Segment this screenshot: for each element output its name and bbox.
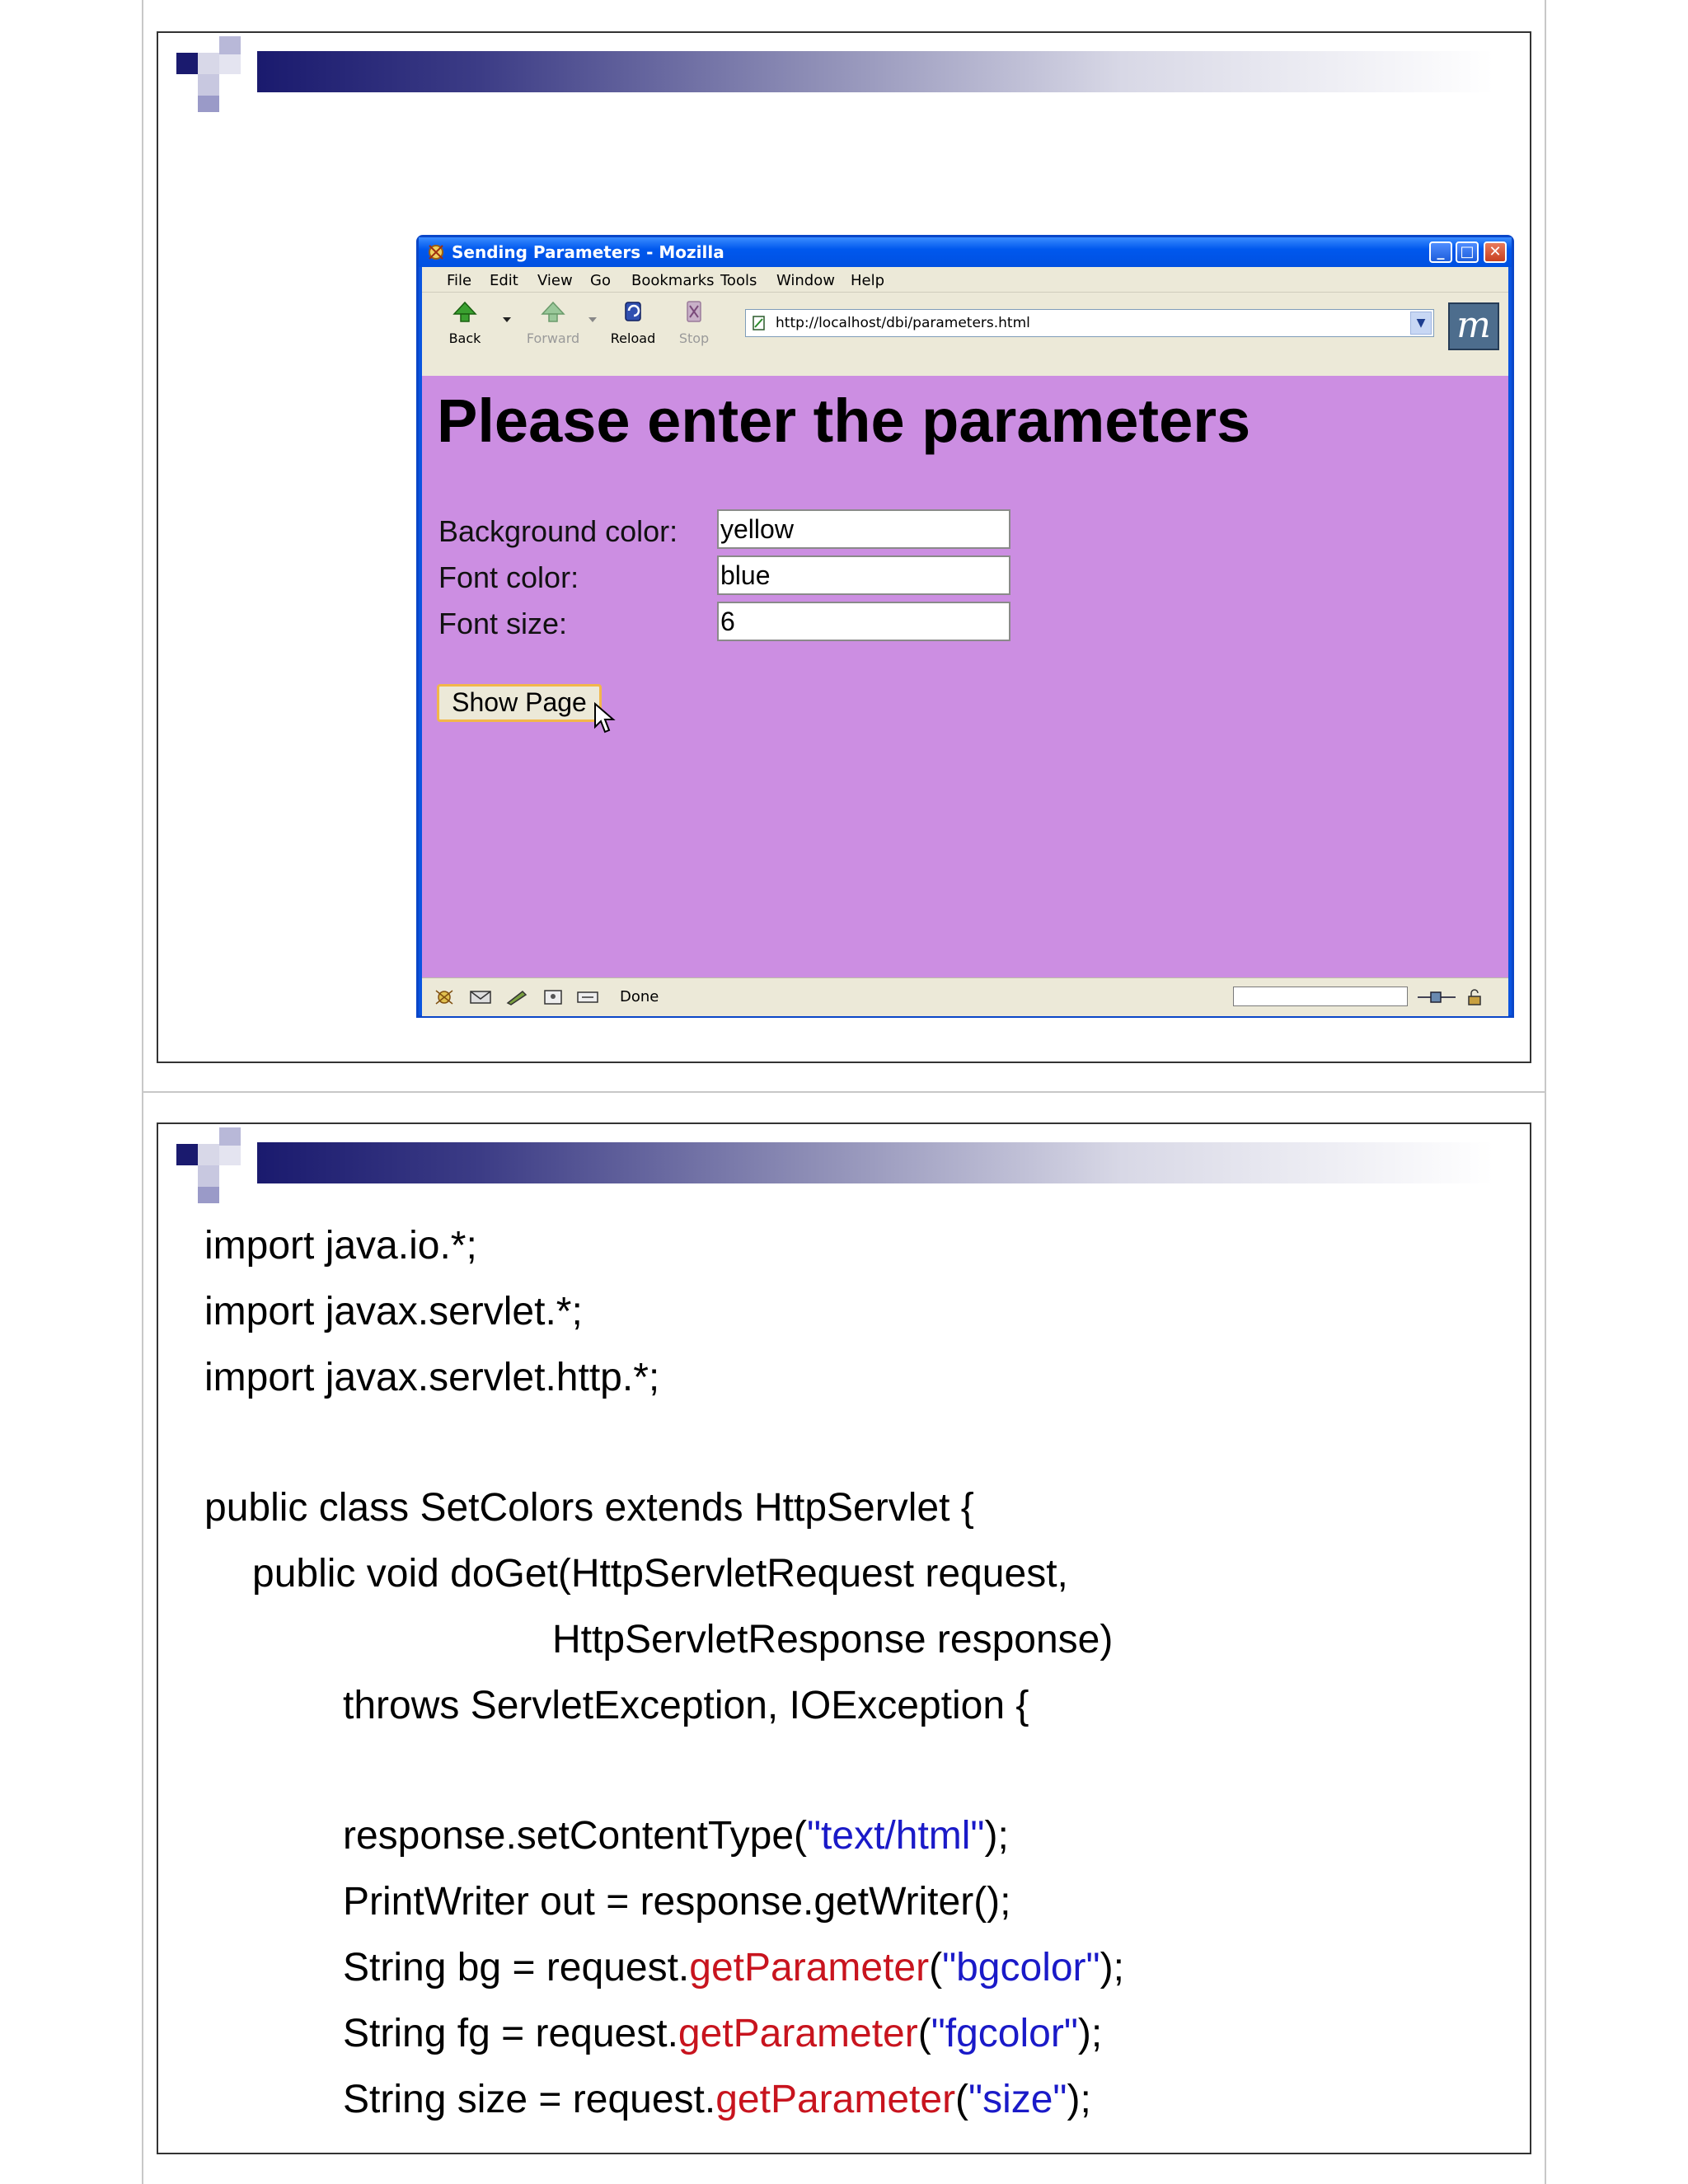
- back-button[interactable]: Back: [440, 299, 490, 346]
- title-bar: [419, 237, 1512, 267]
- menu-bar: [422, 267, 1508, 292]
- stop-button[interactable]: Stop: [669, 299, 719, 346]
- navigator-icon[interactable]: [432, 988, 457, 1006]
- composer-icon[interactable]: [504, 988, 529, 1006]
- url-bar[interactable]: [745, 309, 1434, 337]
- url-dropdown-icon[interactable]: ▼: [1410, 312, 1432, 335]
- menu-file[interactable]: File: [447, 272, 472, 289]
- forward-button[interactable]: Forward: [524, 299, 582, 346]
- code-line: String size = request.getParameter("size");: [343, 2078, 1091, 2121]
- url-text: http://localhost/dbi/parameters.html: [776, 315, 1030, 331]
- mail-icon[interactable]: [468, 988, 493, 1006]
- fgcolor-label: Font color:: [438, 560, 579, 594]
- mozilla-logo-icon: m: [1448, 302, 1499, 350]
- code-line: throws ServletException, IOException {: [343, 1684, 1029, 1727]
- slide-header-decoration: [158, 33, 1530, 124]
- code-line: String fg = request.getParameter("fgcolor");: [343, 2012, 1103, 2055]
- code-line: PrintWriter out = response.getWriter();: [343, 1880, 1011, 1924]
- address-book-icon[interactable]: [541, 988, 565, 1006]
- mozilla-icon: [427, 243, 445, 261]
- menu-view[interactable]: View: [537, 272, 573, 289]
- page-icon: [751, 315, 767, 331]
- show-page-button[interactable]: Show Page: [437, 684, 602, 722]
- forward-arrow-icon: [539, 299, 567, 324]
- fontsize-label: Font size:: [438, 607, 568, 640]
- code-line: import java.io.*;: [204, 1224, 477, 1268]
- close-button[interactable]: ✕: [1484, 241, 1507, 263]
- slide-header-decoration: [158, 1124, 1530, 1215]
- fgcolor-input[interactable]: blue: [717, 555, 1010, 595]
- fontsize-input[interactable]: 6: [717, 602, 1010, 641]
- method-name: getParameter: [678, 2012, 918, 2055]
- string-literal: "text/html": [807, 1814, 985, 1858]
- string-literal: "fgcolor": [931, 2012, 1078, 2055]
- page-content: [422, 376, 1508, 977]
- reload-icon: [619, 299, 647, 324]
- menu-edit[interactable]: Edit: [490, 272, 518, 289]
- bgcolor-input[interactable]: yellow: [717, 509, 1010, 549]
- page-heading: Please enter the parameters: [437, 387, 1251, 455]
- forward-dropdown-icon[interactable]: [587, 316, 598, 324]
- code-line: public void doGet(HttpServletRequest request,: [252, 1552, 1068, 1596]
- menu-tools[interactable]: Tools: [720, 272, 757, 289]
- code-line: String bg = request.getParameter("bgcolor");: [343, 1946, 1124, 1990]
- code-line: HttpServletResponse response): [552, 1618, 1114, 1661]
- browser-chrome: [422, 267, 1508, 376]
- menu-window[interactable]: Window: [776, 272, 835, 289]
- reload-button[interactable]: Reload: [608, 299, 658, 346]
- progress-bar: [1233, 987, 1408, 1006]
- menu-help[interactable]: Help: [851, 272, 885, 289]
- code-line: public class SetColors extends HttpServlet {: [204, 1486, 974, 1530]
- online-status-icon[interactable]: [1416, 988, 1457, 1006]
- mouse-cursor-icon: [593, 702, 618, 735]
- stop-icon: [680, 299, 708, 324]
- method-name: getParameter: [715, 2078, 956, 2121]
- status-bar: [422, 977, 1508, 1016]
- code-line: import javax.servlet.http.*;: [204, 1356, 660, 1399]
- string-literal: "size": [968, 2078, 1067, 2121]
- slide-browser: [157, 31, 1531, 1063]
- code-line: response.setContentType("text/html");: [343, 1814, 1009, 1858]
- irc-icon[interactable]: [575, 988, 600, 1006]
- maximize-button[interactable]: □: [1456, 241, 1479, 263]
- string-literal: "bgcolor": [942, 1946, 1100, 1990]
- minimize-button[interactable]: _: [1429, 241, 1452, 263]
- menu-bookmarks[interactable]: Bookmarks: [631, 272, 715, 289]
- page-separator: [142, 1091, 1546, 1093]
- browser-window: [416, 235, 1514, 1018]
- back-dropdown-icon[interactable]: [501, 316, 513, 324]
- slide-code: [157, 1122, 1531, 2154]
- security-lock-icon[interactable]: [1462, 988, 1487, 1006]
- window-title: Sending Parameters - Mozilla: [452, 242, 724, 262]
- bgcolor-label: Background color:: [438, 514, 678, 548]
- method-name: getParameter: [689, 1946, 930, 1990]
- status-text: Done: [620, 988, 659, 1005]
- navigation-toolbar: [422, 292, 1508, 367]
- back-arrow-icon: [451, 299, 479, 324]
- code-line: import javax.servlet.*;: [204, 1290, 583, 1333]
- menu-go[interactable]: Go: [590, 272, 611, 289]
